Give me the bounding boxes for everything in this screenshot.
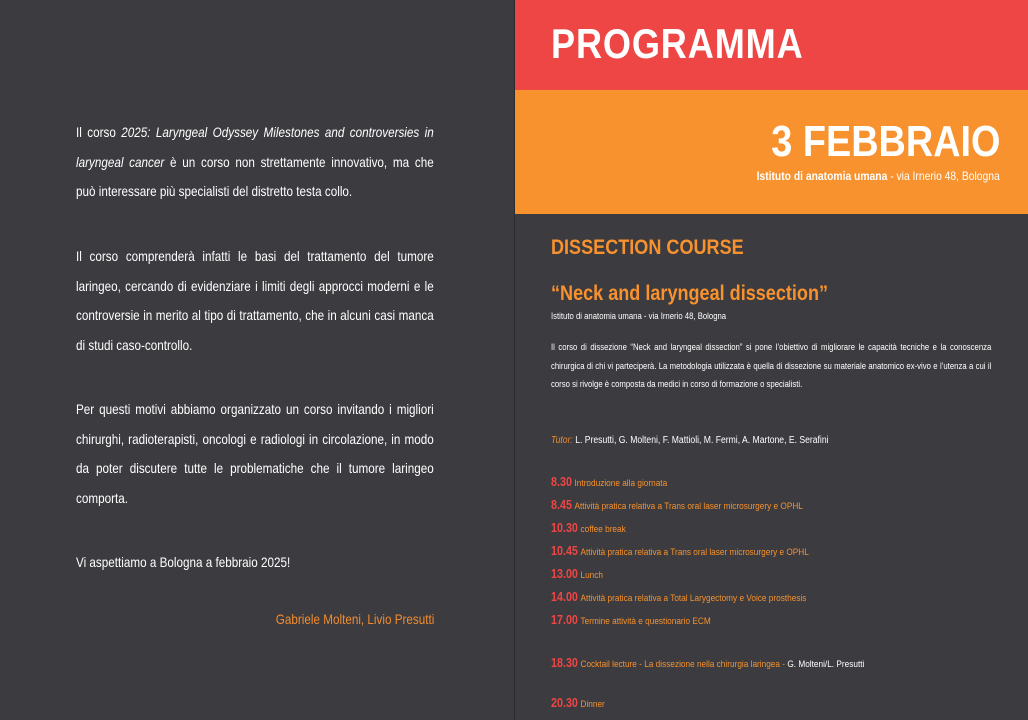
schedule-item <box>551 473 667 491</box>
course-title: DISSECTION COURSE <box>551 236 744 259</box>
schedule-item <box>551 565 603 583</box>
schedule-activity: Attività pratica relativa a Trans oral laser microsurgery e OPHL <box>574 501 803 512</box>
schedule-activity: Termine attività e questionario ECM <box>580 616 711 627</box>
event-venue: Istituto di anatomia umana - via Irnerio 48, Bologna <box>756 169 1000 183</box>
schedule-item <box>551 496 803 514</box>
schedule-activity: Dinner <box>580 699 605 710</box>
schedule-activity: Attività pratica relativa a Trans oral laser microsurgery e OPHL <box>580 547 809 558</box>
schedule-activity: Cocktail lecture - La dissezione nella chirurgia laringea - <box>580 659 786 670</box>
schedule-time: 18.30 <box>551 656 578 670</box>
schedule-item <box>551 611 711 629</box>
schedule-time: 13.00 <box>551 567 578 581</box>
schedule-activity: coffee break <box>580 524 626 535</box>
event-date: 3 FEBBRAIO <box>770 117 1000 166</box>
schedule-activity: Lunch <box>580 570 603 581</box>
tutor-label: Tutor: <box>551 435 573 446</box>
schedule-item <box>551 542 809 560</box>
intro-paragraph: Il corso 2025: Laryngeal Odyssey Milestones and controversies in laryngeal cancer è un corso non strettamente innovativo, ma che può interessare più specialisti del distretto testa collo. <box>76 125 434 199</box>
course-name-italic: 2025: Laryngeal Odyssey Milestones and controversies in laryngeal cancer <box>76 125 434 170</box>
session-description: Il corso di dissezione “Neck and laryngeal dissection” si pone l’obiettivo di migliorare le capacità tecniche e la conoscenza chirurgica di chi vi parteciperà. La metodologia utilizzata è quella di dissezione su materiale anatomico ex-vivo e l’utenza a cui il corso si rivolge è composta da medici in corso di formazione o specialisti. <box>551 342 992 389</box>
schedule-activity: Introduzione alla giornata <box>574 478 668 489</box>
tutor-names: L. Presutti, G. Molteni, F. Mattioli, M. Fermi, A. Martone, E. Serafini <box>572 435 829 446</box>
schedule-time: 10.45 <box>551 544 578 558</box>
schedule-time: 8.30 <box>551 475 572 489</box>
session-venue: Istituto di anatomia umana - via Irnerio 48, Bologna <box>551 311 727 321</box>
right-page <box>515 0 1028 720</box>
schedule-item <box>551 588 806 606</box>
schedule-item <box>551 519 626 537</box>
schedule-time: 10.30 <box>551 521 578 535</box>
page-title: PROGRAMMA <box>551 20 804 67</box>
tutor-line <box>551 435 829 446</box>
schedule-item <box>551 654 864 672</box>
invitation-paragraph: Vi aspettiamo a Bologna a febbraio 2025! <box>76 555 291 570</box>
signature: Gabriele Molteni, Livio Presutti <box>275 612 434 627</box>
schedule-item <box>551 694 605 712</box>
schedule-speakers: G. Molteni/L. Presutti <box>785 659 865 670</box>
schedule-time: 14.00 <box>551 590 578 604</box>
motivation-paragraph: Per questi motivi abbiamo organizzato un corso invitando i migliori chirurghi, radioterapisti, oncologi e radiologi in circolazione, in modo da poter discutere tutte le problematiche che il tumore laringeo comporta. <box>76 402 434 506</box>
content-paragraph: Il corso comprenderà infatti le basi del trattamento del tumore laringeo, cercando di evidenziare i limiti degli approcci moderni e le controversie in merito al tipo di trattamento, che in alcuni casi manca di studi caso-controllo. <box>76 249 434 353</box>
schedule-time: 20.30 <box>551 696 578 710</box>
schedule-time: 8.45 <box>551 498 572 512</box>
session-title: “Neck and laryngeal dissection” <box>551 282 829 305</box>
schedule-activity: Attività pratica relativa a Total Larygectomy e Voice prosthesis <box>580 593 807 604</box>
schedule-time: 17.00 <box>551 613 578 627</box>
